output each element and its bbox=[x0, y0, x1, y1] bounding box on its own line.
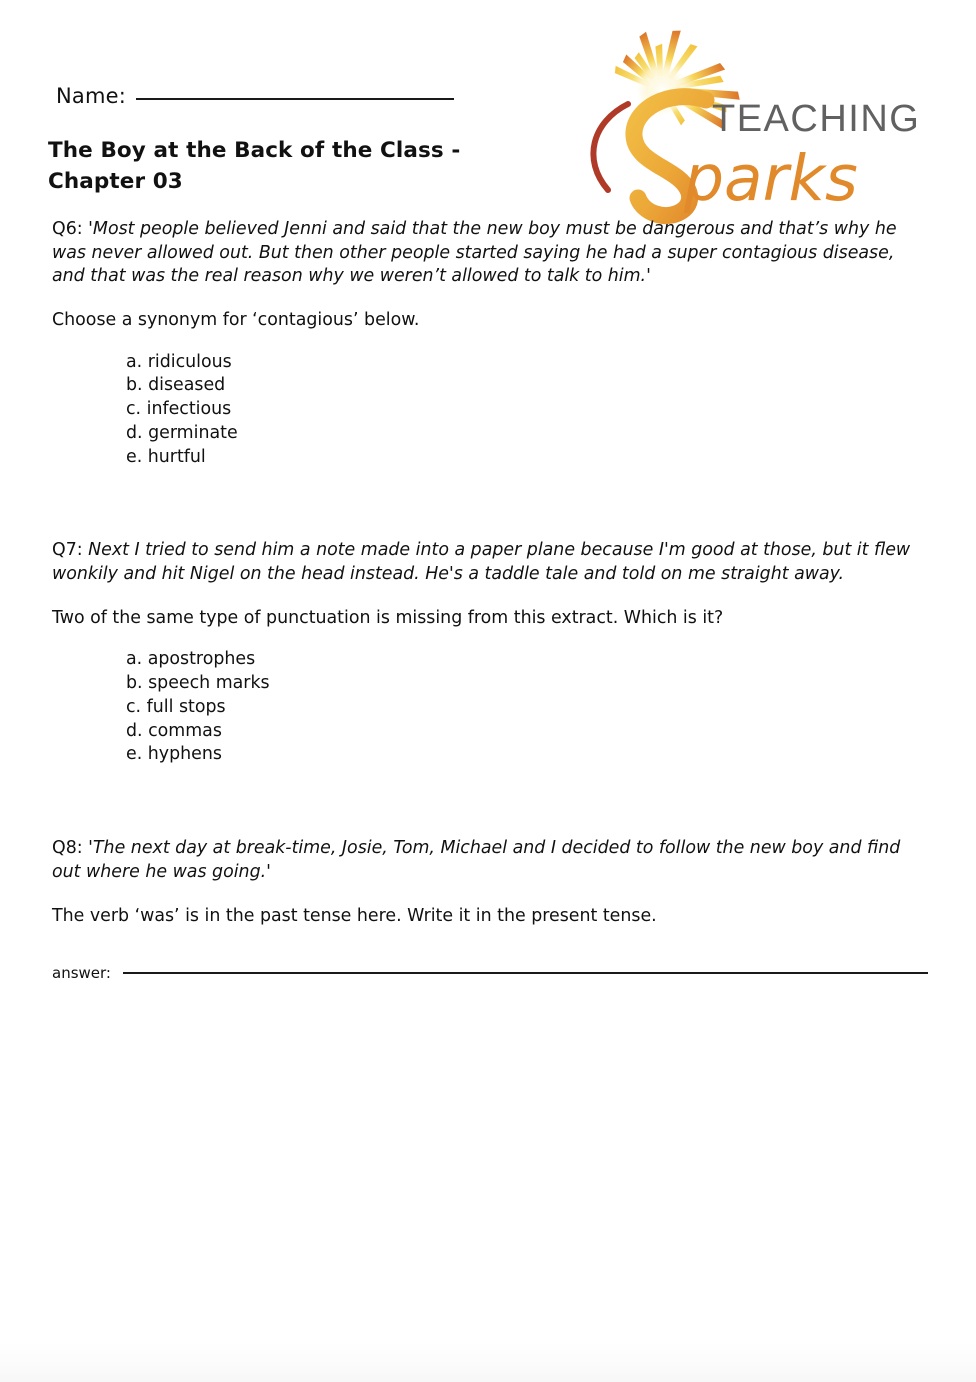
page-title: The Boy at the Back of the Class - Chapter 03 bbox=[48, 138, 461, 194]
question-label-q7: Q7: bbox=[52, 540, 83, 561]
spacer bbox=[52, 469, 928, 539]
name-label: Name: bbox=[56, 84, 127, 108]
spacer bbox=[52, 767, 928, 837]
name-row bbox=[56, 84, 454, 108]
option-item[interactable]: d. commas bbox=[126, 720, 222, 741]
question-prompt-q8: The verb ‘was’ is in the past tense here. Write it in the present tense. bbox=[52, 905, 657, 926]
question-extract-q7 bbox=[52, 539, 928, 586]
question-extract-q6 bbox=[52, 218, 928, 289]
questions-container bbox=[52, 218, 928, 982]
option-item[interactable]: e. hurtful bbox=[126, 446, 206, 467]
option-item[interactable]: b. speech marks bbox=[126, 673, 270, 694]
question-label-q6: Q6: bbox=[52, 219, 83, 239]
question-block-q6 bbox=[52, 218, 928, 469]
option-item[interactable]: c. full stops bbox=[126, 696, 226, 717]
question-extract-q8 bbox=[52, 837, 928, 884]
options-list-q7 bbox=[52, 648, 928, 767]
question-prompt-q6: Choose a synonym for ‘contagious’ below. bbox=[52, 310, 420, 331]
question-extract-text-q7: Next I tried to send him a note made into a paper plane because I'm good at those, but it flew wonkily and hit Nigel on the head instead. He's a taddle tale and told on me straight away. bbox=[52, 540, 911, 585]
question-prompt-q7: Two of the same type of punctuation is missing from this extract. Which is it? bbox=[52, 607, 724, 628]
option-item[interactable]: c. infectious bbox=[126, 399, 232, 420]
option-item[interactable]: a. apostrophes bbox=[126, 649, 256, 670]
option-item[interactable]: b. diseased bbox=[126, 375, 226, 396]
option-item[interactable]: a. ridiculous bbox=[126, 351, 232, 372]
logo-teaching-text: TEACHING bbox=[712, 98, 921, 140]
question-extract-text-q8: 'The next day at break-time, Josie, Tom, Michael and I decided to follow the new boy and find out where he was going.' bbox=[52, 838, 901, 882]
option-item[interactable]: d. germinate bbox=[126, 422, 238, 443]
answer-label: answer: bbox=[52, 964, 111, 983]
page-bottom-edge bbox=[0, 1342, 976, 1382]
question-label-q8: Q8: bbox=[52, 838, 83, 859]
question-block-q7 bbox=[52, 539, 928, 767]
logo-arc bbox=[593, 104, 628, 190]
options-list-q6 bbox=[52, 351, 928, 470]
option-item[interactable]: e. hyphens bbox=[126, 744, 222, 765]
teaching-sparks-logo bbox=[556, 18, 956, 228]
answer-write-line[interactable] bbox=[123, 972, 928, 974]
question-extract-text-q6: 'Most people believed Jenni and said that the new boy must be dangerous and that’s why he was never allowed out. But then other people started saying he had a super contagious disease, and that was the real reason why we weren’t allowed to talk to him.' bbox=[52, 219, 897, 287]
question-block-q8 bbox=[52, 837, 928, 982]
name-write-line[interactable] bbox=[136, 98, 454, 100]
answer-row bbox=[52, 964, 928, 982]
logo-sparks-text: parks bbox=[684, 142, 858, 215]
